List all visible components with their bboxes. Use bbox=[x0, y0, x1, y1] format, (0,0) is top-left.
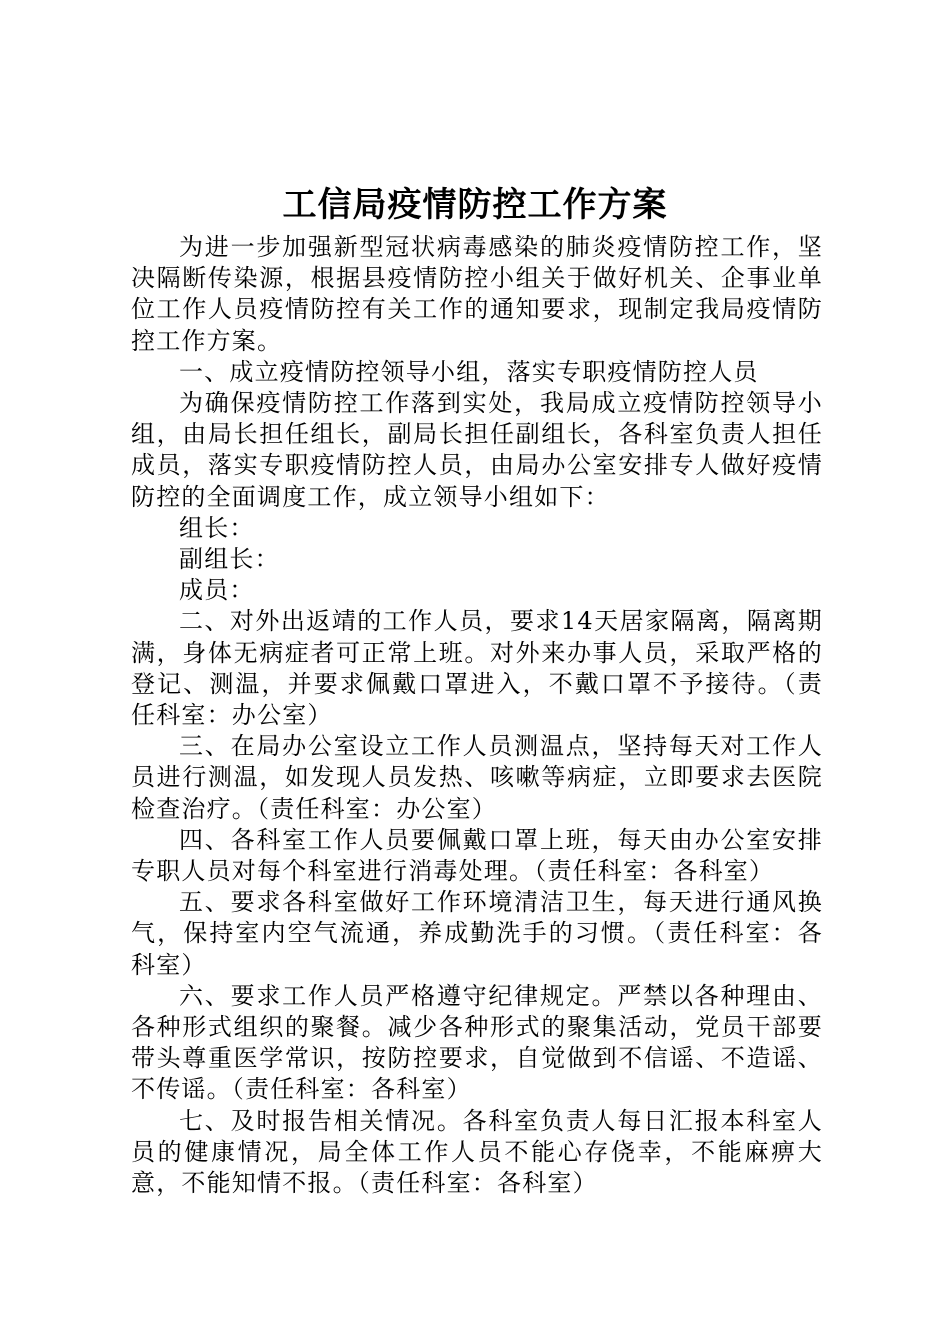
paragraph-section-6: 六、要求工作人员严格遵守纪律规定。严禁以各种理由、各种形式组织的聚餐。减少各种形式的聚集活动，党员干部要带头尊重医学常识，按防控要求，自觉做到不信谣、不造谣、不传谣。（责任科室：各科室） bbox=[131, 981, 823, 1104]
section-heading-1: 一、成立疫情防控领导小组，落实专职疫情防控人员 bbox=[179, 357, 759, 386]
leader-line: 组长： bbox=[179, 513, 255, 542]
paragraph-intro: 为进一步加强新型冠状病毒感染的肺炎疫情防控工作，坚决隔断传染源，根据县疫情防控小组关于做好机关、企事业单位工作人员疫情防控有关工作的通知要求，现制定我局疫情防控工作方案。 bbox=[131, 233, 823, 355]
paragraph-section-7: 七、及时报告相关情况。各科室负责人每日汇报本科室人员的健康情况，局全体工作人员不能心存侥幸，不能麻痹大意，不能知情不报。（责任科室：各科室） bbox=[131, 1106, 823, 1198]
paragraph-section-5: 五、要求各科室做好工作环境清洁卫生，每天进行通风换气，保持室内空气流通，养成勤洗手的习惯。（责任科室：各科室） bbox=[131, 888, 823, 979]
deputy-leader-line: 副组长： bbox=[179, 545, 280, 574]
paragraph-section-3: 三、在局办公室设立工作人员测温点，坚持每天对工作人员进行测温，如发现人员发热、咳嗽等病症，立即要求去医院检查治疗。（责任科室：办公室） bbox=[131, 732, 823, 823]
document-body bbox=[131, 232, 823, 1199]
paragraph-section-4: 四、各科室工作人员要佩戴口罩上班，每天由办公室安排专职人员对每个科室进行消毒处理。（责任科室：各科室） bbox=[131, 825, 823, 886]
members-line: 成员： bbox=[179, 576, 255, 605]
paragraph-section-1: 为确保疫情防控工作落到实处，我局成立疫情防控领导小组，由局长担任组长，副局长担任副组长，各科室负责人担任成员，落实专职疫情防控人员，由局办公室安排专人做好疫情防控的全面调度工作，成立领导小组如下： bbox=[131, 389, 823, 511]
paragraph-section-2: 二、对外出返靖的工作人员，要求14天居家隔离，隔离期满，身体无病症者可正常上班。对外来办事人员，采取严格的登记、测温，并要求佩戴口罩进入，不戴口罩不予接待。（责任科室：办公室） bbox=[131, 607, 823, 730]
document-title: 工信局疫情防控工作方案 bbox=[282, 185, 668, 225]
